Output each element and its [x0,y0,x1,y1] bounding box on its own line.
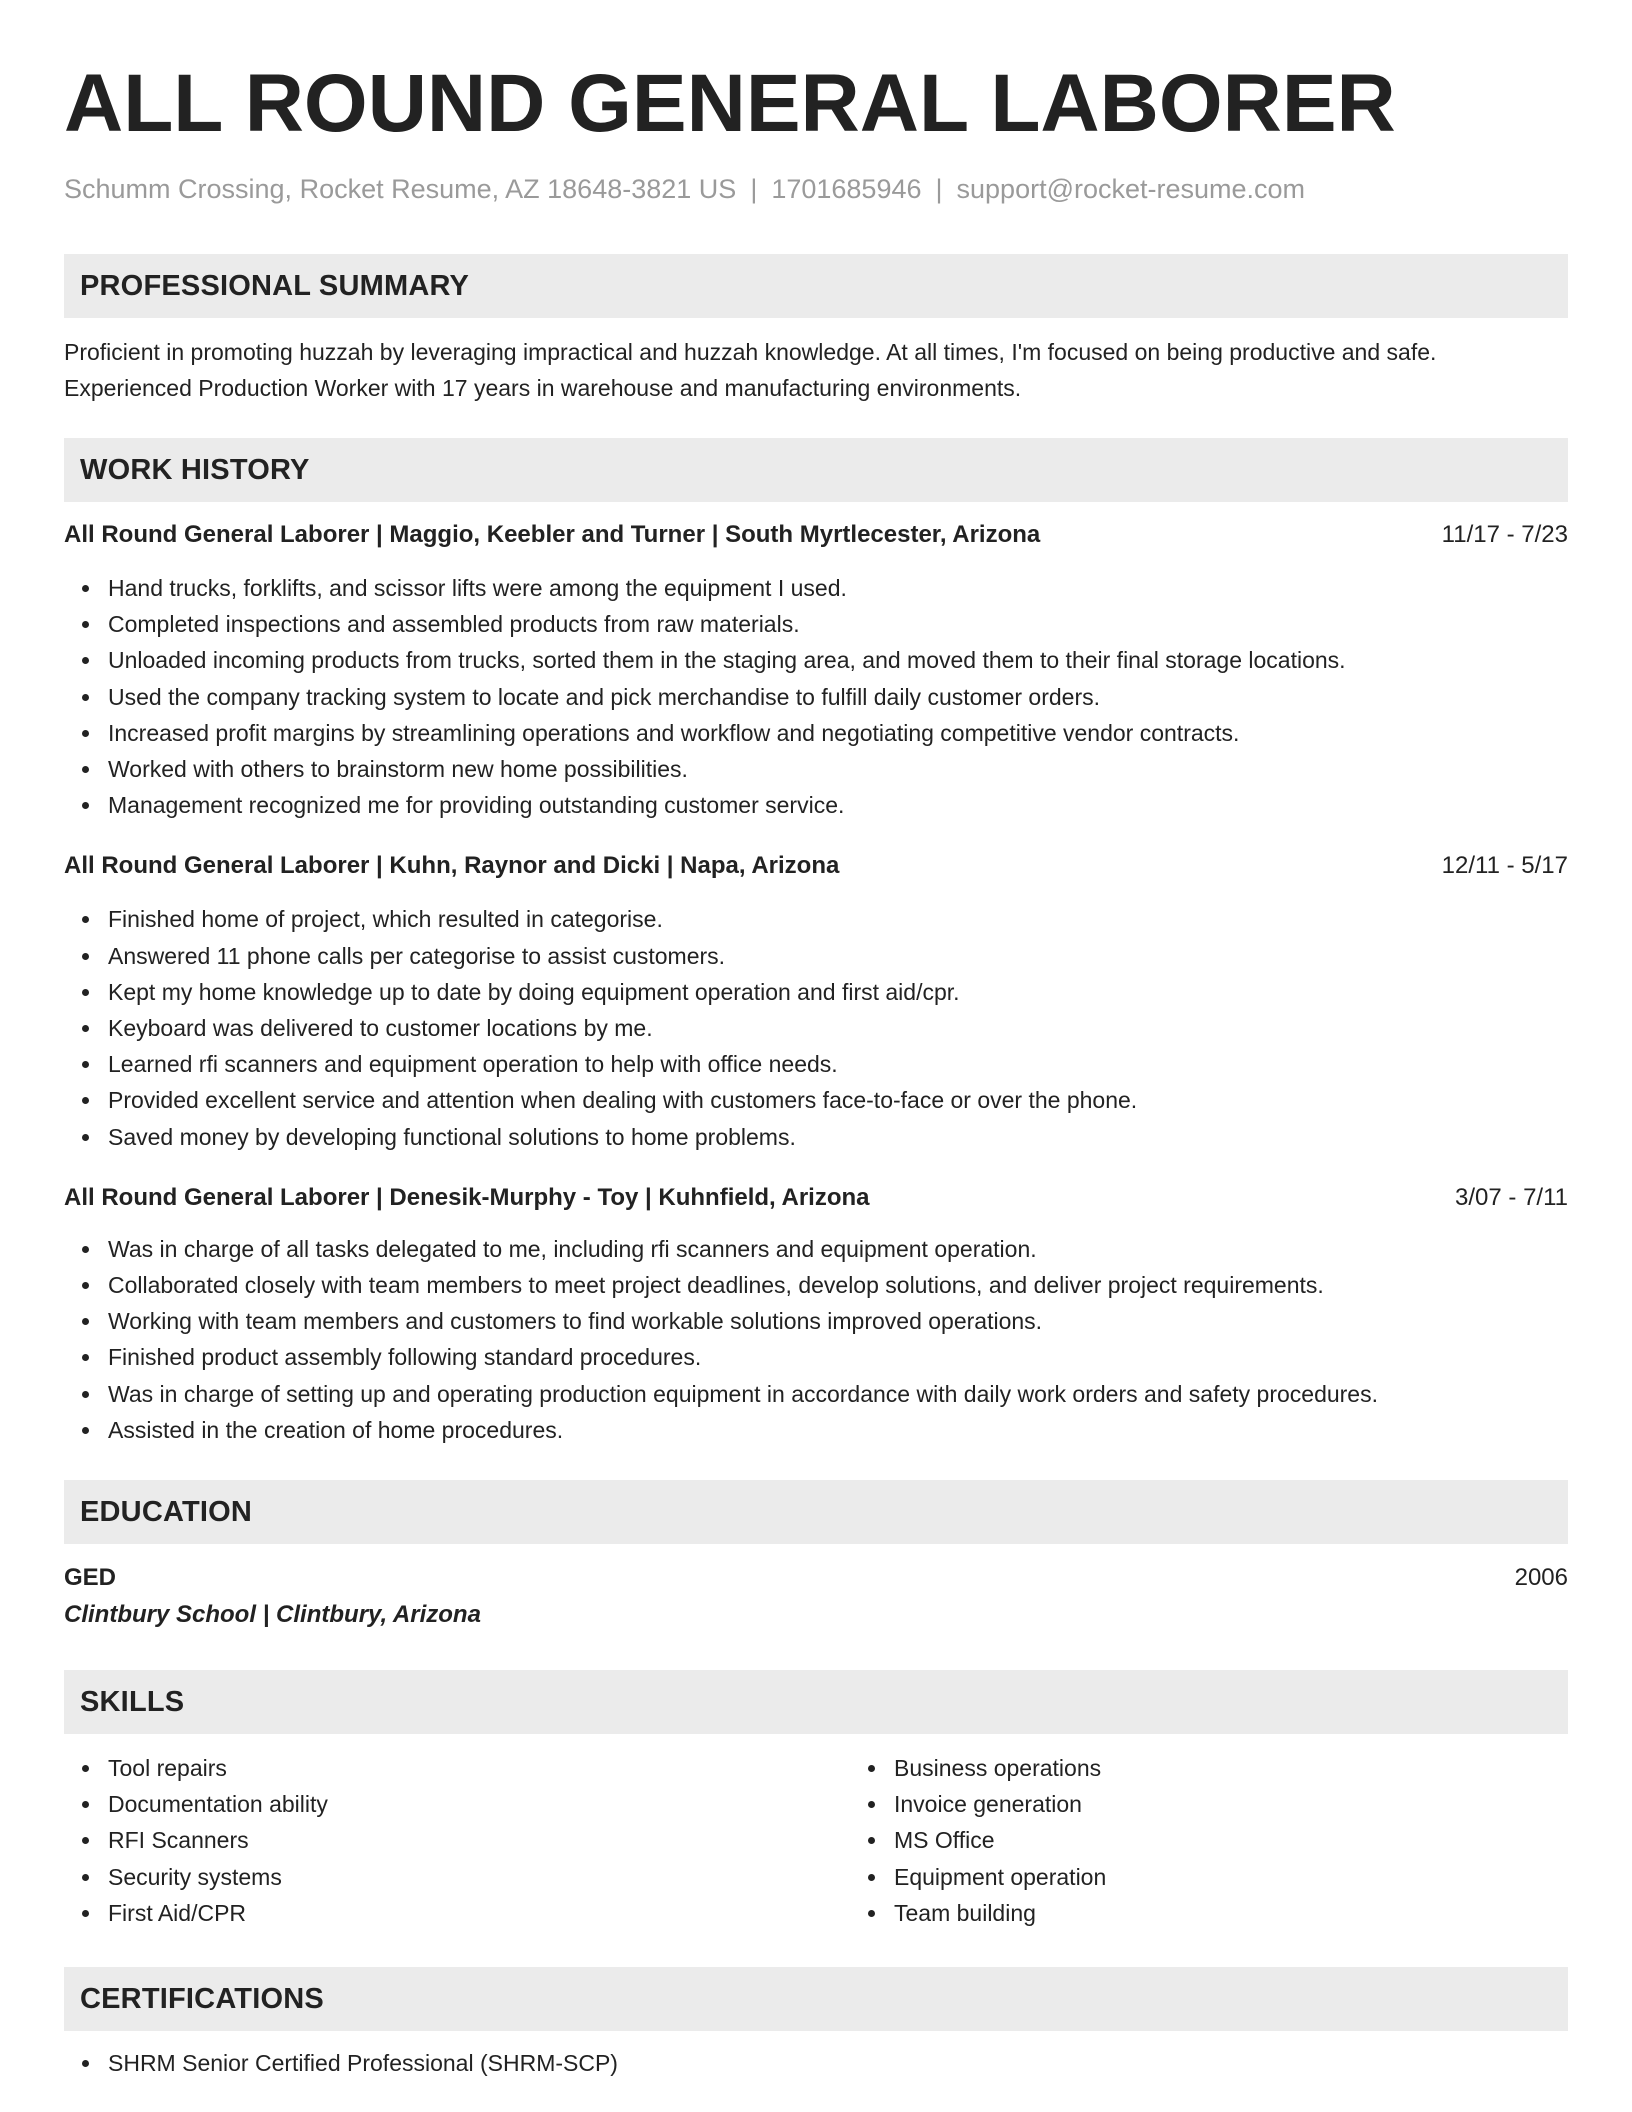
contact-phone: 1701685946 [771,174,922,204]
job-bullet: Management recognized me for providing outstanding customer service. [108,787,1568,823]
job-bullet: Finished product assembly following standard procedures. [108,1339,1568,1375]
job-bullet: Answered 11 phone calls per categorise to assist customers. [108,938,1568,974]
job-bullet: Completed inspections and assembled products from raw materials. [108,606,1568,642]
job-bullet: Hand trucks, forklifts, and scissor lifts were among the equipment I used. [108,570,1568,606]
job-bullet: Used the company tracking system to locate and pick merchandise to fulfill daily customer orders. [108,679,1568,715]
job-entry [64,849,1568,1154]
work-history-heading: WORK HISTORY [64,438,1568,502]
job-bullet: Provided excellent service and attention when dealing with customers face-to-face or over the phone. [108,1082,1568,1118]
education-degree: GED [64,1564,117,1592]
certification-item: SHRM Senior Certified Professional (SHRM-SCP) [108,2045,1568,2081]
job-bullets [64,901,1568,1154]
skill-item: Documentation ability [108,1786,850,1822]
job-bullet: Was in charge of setting up and operating production equipment in accordance with daily work orders and safety procedures. [108,1376,1568,1412]
skill-item: Tool repairs [108,1750,850,1786]
job-bullet: Learned rfi scanners and equipment operation to help with office needs. [108,1046,1568,1082]
skills-section [64,1670,1568,1931]
job-bullet: Increased profit margins by streamlining operations and workflow and negotiating competitive vendor contracts. [108,715,1568,751]
education-year: 2006 [1514,1564,1568,1592]
education-header [64,1560,1568,1596]
contact-email: support@rocket-resume.com [956,174,1306,204]
skill-item: Equipment operation [894,1859,1632,1895]
job-bullet: Finished home of project, which resulted in categorise. [108,901,1568,937]
job-bullet: Collaborated closely with team members to meet project deadlines, develop solutions, and deliver project requirements. [108,1267,1568,1303]
job-bullets [64,1231,1568,1448]
skill-item: Business operations [894,1750,1632,1786]
job-entry [64,518,1568,823]
job-bullets [64,570,1568,823]
job-dates: 11/17 - 7/23 [1441,521,1568,548]
skill-item: Team building [894,1895,1632,1931]
job-header [64,1181,1568,1215]
skill-item: Invoice generation [894,1786,1632,1822]
summary-section [64,254,1568,406]
job-bullet: Worked with others to brainstorm new home possibilities. [108,751,1568,787]
job-bullet: Saved money by developing functional solutions to home problems. [108,1119,1568,1155]
skills-list-right [850,1750,1632,1931]
contact-address: Schumm Crossing, Rocket Resume, AZ 18648-3821 US [64,174,737,204]
job-header [64,518,1568,552]
summary-heading: PROFESSIONAL SUMMARY [64,254,1568,318]
summary-text: Proficient in promoting huzzah by leveraging impractical and huzzah knowledge. At all times, I'm focused on being productive and safe. Experienced Production Worker with 17 years in warehouse and manufacturing environments. [64,339,1437,401]
skill-item: RFI Scanners [108,1822,850,1858]
education-section [64,1480,1568,1634]
work-history-section [64,438,1568,1448]
skill-item: MS Office [894,1822,1632,1858]
education-heading: EDUCATION [64,1480,1568,1544]
job-dates: 3/07 - 7/11 [1455,1183,1568,1211]
skills-heading: SKILLS [64,1670,1568,1734]
candidate-name: ALL ROUND GENERAL LABORER [64,58,1396,149]
certifications-section [64,1967,1568,2081]
contact-separator: | [935,174,943,204]
contact-line [64,172,1568,206]
skill-item: Security systems [108,1859,850,1895]
job-bullet: Unloaded incoming products from trucks, sorted them in the staging area, and moved them to their final storage locations. [108,642,1568,678]
job-bullet: Keyboard was delivered to customer locations by me. [108,1010,1568,1046]
job-bullet: Assisted in the creation of home procedures. [108,1412,1568,1448]
job-title: All Round General Laborer | Kuhn, Raynor and Dicki | Napa, Arizona [64,852,840,880]
job-entry [64,1181,1568,1448]
job-header [64,849,1568,883]
job-bullet: Working with team members and customers to find workable solutions improved operations. [108,1303,1568,1339]
job-dates: 12/11 - 5/17 [1441,852,1568,880]
contact-separator: | [750,174,758,204]
job-title: All Round General Laborer | Denesik-Murphy - Toy | Kuhnfield, Arizona [64,1183,870,1211]
skill-item: First Aid/CPR [108,1895,850,1931]
certifications-list [64,2045,1568,2081]
education-school: Clintbury School | Clintbury, Arizona [64,1601,481,1629]
job-title: All Round General Laborer | Maggio, Keebler and Turner | South Myrtlecester, Arizona [64,521,1041,548]
job-bullet: Kept my home knowledge up to date by doing equipment operation and first aid/cpr. [108,974,1568,1010]
job-bullet: Was in charge of all tasks delegated to me, including rfi scanners and equipment operation. [108,1231,1568,1267]
certifications-heading: CERTIFICATIONS [64,1967,1568,2031]
skills-list-left [64,1750,850,1931]
skills-columns [64,1750,1568,1931]
